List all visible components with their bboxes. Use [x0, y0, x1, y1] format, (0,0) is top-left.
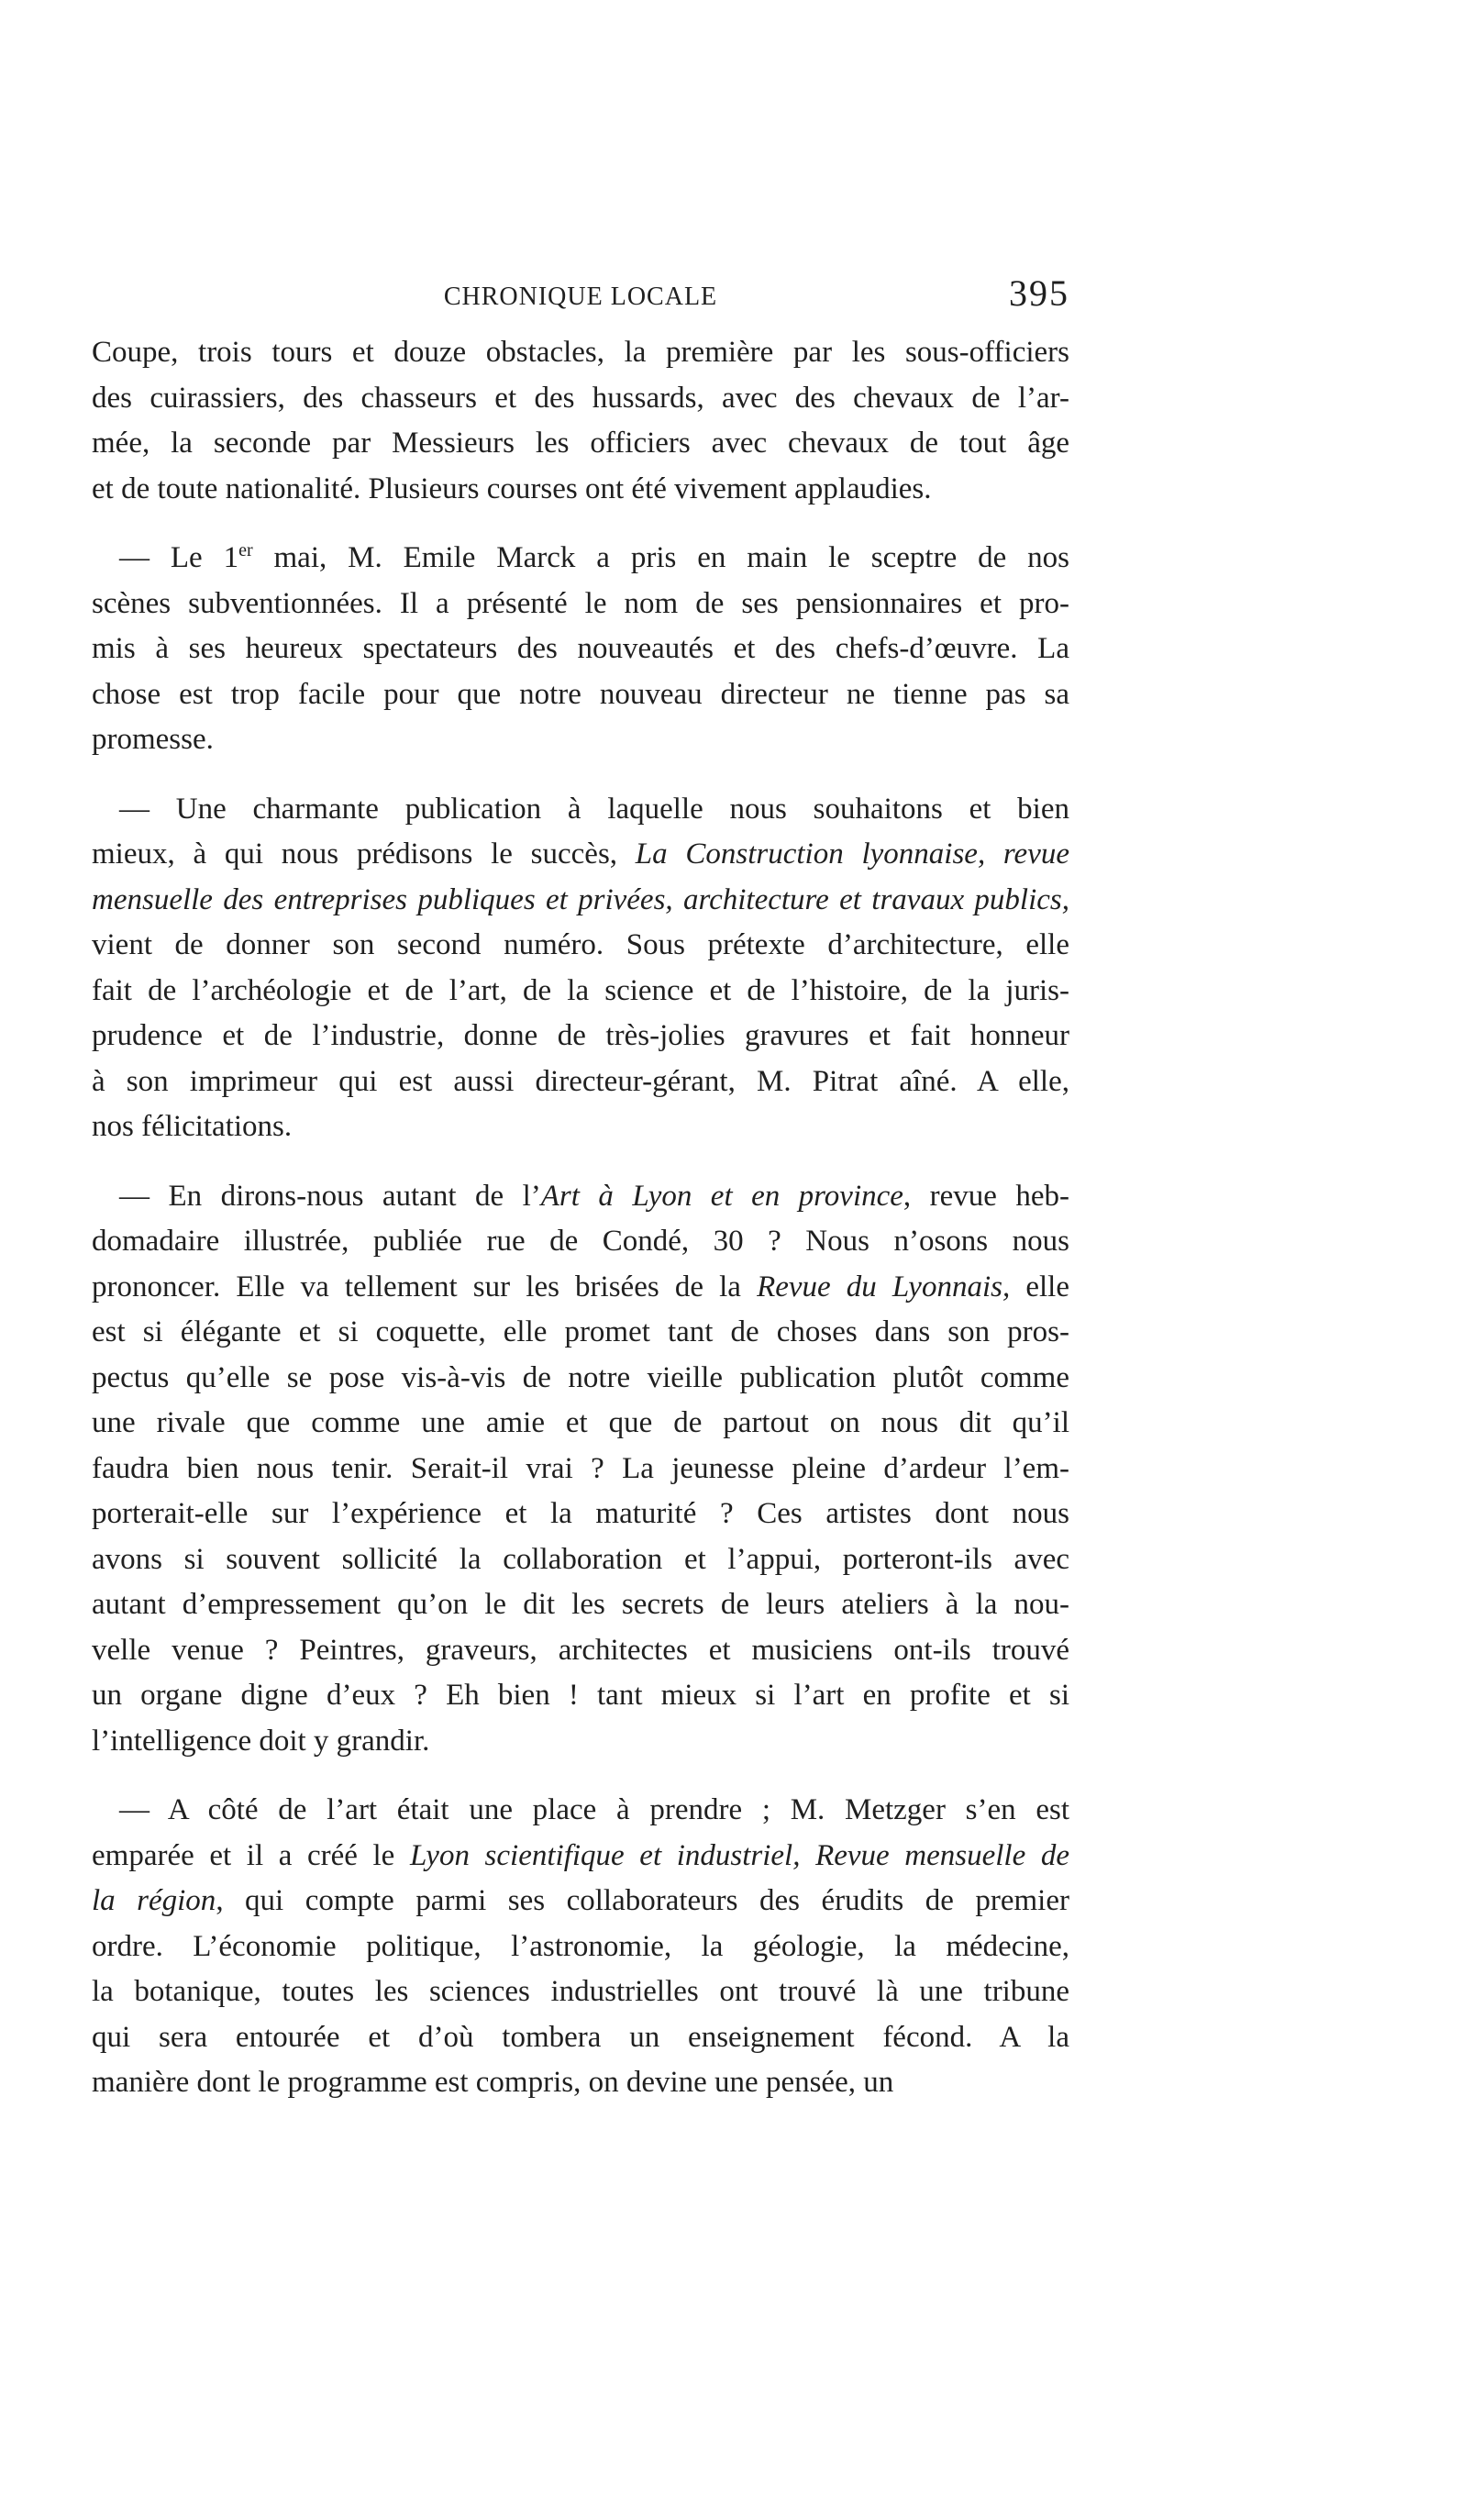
text-run: velle venue ? Peintres, graveurs, architectes et musiciens ont-ils trouvé [92, 1633, 1069, 1667]
text-line [92, 627, 1069, 672]
text-line [92, 2060, 1069, 2106]
text-run: porterait-elle sur l’expérience et la maturité ? Ces artistes dont nous [92, 1497, 1069, 1530]
running-header [92, 272, 1069, 327]
text-line [92, 969, 1069, 1015]
text-line [92, 1834, 1069, 1880]
text-line [92, 1447, 1069, 1492]
text-line [92, 1265, 1069, 1311]
text-run: domadaire illustrée, publiée rue de Condé, 30 ? Nous n’osons nous [92, 1225, 1069, 1258]
text-line [92, 1014, 1069, 1059]
text-run: — Le 1 [119, 541, 239, 574]
text-run: mai, M. Emile Marck a pris en main le sceptre de nos [252, 541, 1069, 574]
running-title: CHRONIQUE LOCALE [443, 283, 718, 311]
text-run: des cuirassiers, des chasseurs et des hussards, avec des chevaux de l’ar- [92, 381, 1069, 415]
text-run: , revue heb- [903, 1179, 1070, 1213]
text-line [92, 832, 1069, 878]
text-run: emparée et il a créé le [92, 1838, 410, 1872]
text-line [92, 1310, 1069, 1356]
text-run: — Une charmante publication à laquelle nous souhaitons et bien [119, 792, 1069, 826]
text-line [92, 1879, 1069, 1925]
body-text [92, 330, 1069, 2130]
text-run: manière dont le programme est compris, on devine une pensée, un [92, 2066, 894, 2099]
text-line [92, 672, 1069, 718]
text-line [92, 376, 1069, 422]
text-run: ordre. L’économie politique, l’astronomie, la géologie, la médecine, [92, 1929, 1069, 1963]
text-line [92, 421, 1069, 467]
text-line [92, 1174, 1069, 1220]
text-line [92, 1492, 1069, 1537]
text-run: la botanique, toutes les sciences industrielles ont trouvé là une tribune [92, 1975, 1069, 2008]
paragraph [92, 1788, 1069, 2106]
text-line [92, 1537, 1069, 1583]
text-line [92, 1356, 1069, 1402]
text-run: prudence et de l’industrie, donne de très-jolies gravures et fait honneur [92, 1019, 1069, 1052]
paragraph [92, 330, 1069, 512]
text-run: promesse. [92, 723, 214, 756]
text-line [92, 467, 1069, 513]
text-run: mieux, à qui nous prédisons le succès, [92, 837, 636, 871]
text-run: — En dirons-nous autant de l’ [119, 1179, 541, 1213]
text-run: avons si souvent sollicité la collaboration et l’appui, porteront-ils avec [92, 1542, 1069, 1576]
italic-title: Art à Lyon et en province [540, 1179, 903, 1213]
text-run: qui sera entourée et d’où tombera un enseignement fécond. A la [92, 2020, 1069, 2054]
text-run: scènes subventionnées. Il a présenté le nom de ses pensionnaires et pro- [92, 586, 1069, 620]
text-line [92, 1673, 1069, 1719]
text-line [92, 878, 1069, 924]
text-line [92, 1788, 1069, 1834]
text-run: un organe digne d’eux ? Eh bien ! tant mieux si l’art en profite et si [92, 1679, 1069, 1712]
text-line [92, 1059, 1069, 1105]
text-line [92, 1969, 1069, 2015]
text-run: vient de donner son second numéro. Sous prétexte d’architecture, elle [92, 928, 1069, 961]
text-line [92, 330, 1069, 376]
text-run: est si élégante et si coquette, elle promet tant de choses dans son pros- [92, 1315, 1069, 1348]
text-run: nos félicitations. [92, 1110, 293, 1143]
text-line [92, 1925, 1069, 1970]
paragraph [92, 1174, 1069, 1765]
italic-title: Lyon scientifique et industriel, Revue mensuelle de [409, 1838, 1069, 1872]
text-line [92, 536, 1069, 582]
text-run: l’intelligence doit y grandir. [92, 1724, 430, 1758]
italic-title: La Construction lyonnaise, revue [635, 837, 1069, 871]
paragraph [92, 536, 1069, 763]
text-run: à son imprimeur qui est aussi directeur-gérant, M. Pitrat aîné. A elle, [92, 1064, 1069, 1098]
italic-title: la région [92, 1884, 216, 1917]
text-run: elle [1010, 1270, 1069, 1303]
ordinal-superscript: er [238, 540, 253, 560]
text-run: fait de l’archéologie et de l’art, de la science et de l’histoire, de la juris- [92, 973, 1069, 1007]
text-run: faudra bien nous tenir. Serait-il vrai ? La jeunesse pleine d’ardeur l’em- [92, 1451, 1069, 1485]
text-run: une rivale que comme une amie et que de partout on nous dit qu’il [92, 1406, 1069, 1439]
text-run: , qui compte parmi ses collaborateurs des érudits de premier [216, 1884, 1069, 1917]
text-line [92, 1582, 1069, 1628]
text-run: Coupe, trois tours et douze obstacles, la première par les sous-officiers [92, 336, 1069, 369]
text-run: mis à ses heureux spectateurs des nouveautés et des chefs-d’œuvre. La [92, 632, 1069, 665]
text-run: autant d’empressement qu’on le dit les secrets de leurs ateliers à la nou- [92, 1588, 1069, 1621]
text-line [92, 1104, 1069, 1150]
text-line [92, 923, 1069, 969]
text-line [92, 582, 1069, 627]
text-line [92, 1401, 1069, 1447]
text-run: — A côté de l’art était une place à prendre ; M. Metzger s’en est [119, 1793, 1069, 1826]
page-number: 395 [1009, 272, 1069, 314]
text-run: et de toute nationalité. Plusieurs courses ont été vivement applaudies. [92, 471, 932, 505]
text-run: pectus qu’elle se pose vis-à-vis de notre vieille publication plutôt comme [92, 1360, 1069, 1394]
text-run: mée, la seconde par Messieurs les officiers avec chevaux de tout âge [92, 427, 1069, 460]
text-line [92, 1719, 1069, 1765]
text-line [92, 787, 1069, 833]
text-line [92, 2015, 1069, 2061]
italic-title: mensuelle des entreprises publiques et privées, architecture et travaux publics, [92, 882, 1069, 916]
text-line [92, 1219, 1069, 1265]
paragraph [92, 787, 1069, 1150]
text-run: prononcer. Elle va tellement sur les brisées de la [92, 1270, 758, 1303]
text-line [92, 1628, 1069, 1674]
text-line [92, 717, 1069, 763]
italic-title: Revue du Lyonnais, [757, 1270, 1011, 1303]
text-run: chose est trop facile pour que notre nouveau directeur ne tienne pas sa [92, 677, 1069, 711]
